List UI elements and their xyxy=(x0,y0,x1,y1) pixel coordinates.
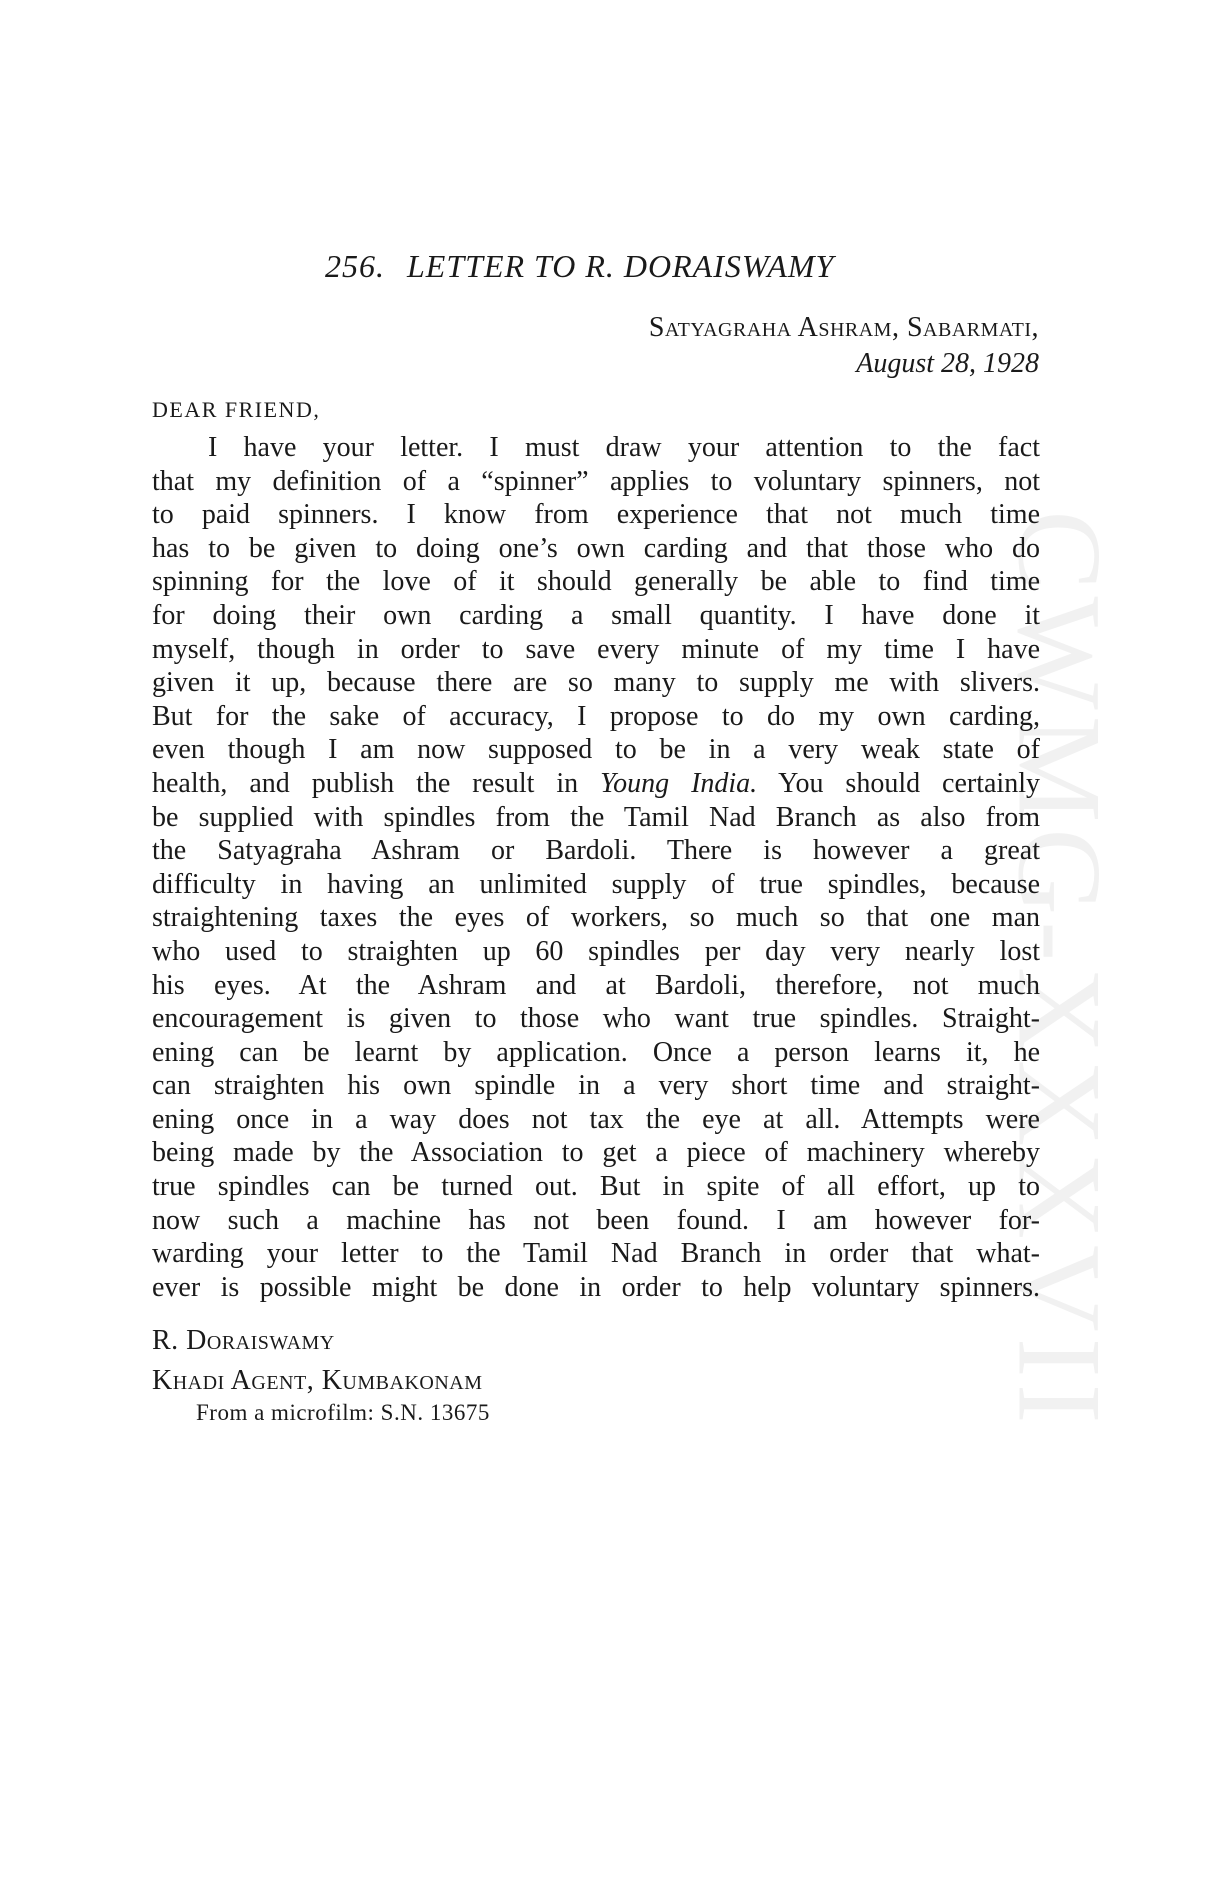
document-number: 256. xyxy=(325,248,385,284)
body-line: now such a machine has not been found. I am however for- xyxy=(152,1204,1040,1236)
body-line-with-publication xyxy=(152,767,1040,801)
body-line: spinning for the love of it should generally be able to find time xyxy=(152,566,1040,598)
publication-title: Young India. xyxy=(600,767,758,799)
body-line: difficulty in having an unlimited supply of true spindles, because xyxy=(152,868,1040,900)
recipient-name: R. Doraiswamy xyxy=(152,1325,335,1356)
body-line: straightening taxes the eyes of workers, so much so that one man xyxy=(152,902,1040,934)
letter-date: August 28, 1928 xyxy=(856,348,1039,379)
document-title xyxy=(325,248,834,285)
body-line: for doing their own carding a small quantity. I have done it xyxy=(152,599,1040,631)
body-line: that my definition of a “spinner” applies to voluntary spinners, not xyxy=(152,465,1040,497)
source-note: From a microfilm: S.N. 13675 xyxy=(196,1400,490,1425)
body-line: encouragement is given to those who want true spindles. Straight- xyxy=(152,1003,1040,1035)
body-line: has to be given to doing one’s own carding and that those who do xyxy=(152,532,1040,564)
recipient-block xyxy=(152,1321,483,1401)
body-line: even though I am now supposed to be in a very weak state of xyxy=(152,734,1040,766)
body-line: I have your letter. I must draw your attention to the fact xyxy=(208,432,1040,463)
body-line: ever is possible might be done in order to help voluntary spinners. xyxy=(152,1271,1040,1303)
body-line: But for the sake of accuracy, I propose to do my own carding, xyxy=(152,700,1040,732)
body-line: ening once in a way does not tax the eye at all. Attempts were xyxy=(152,1103,1040,1135)
body-line: to paid spinners. I know from experience that not much time xyxy=(152,499,1040,531)
salutation: DEAR FRIEND, xyxy=(152,397,321,422)
letter-body xyxy=(152,431,1040,1304)
body-line: being made by the Association to get a piece of machinery whereby xyxy=(152,1137,1040,1169)
body-line: ening can be learnt by application. Once a person learns it, he xyxy=(152,1036,1040,1068)
body-line: the Satyagraha Ashram or Bardoli. There is however a great xyxy=(152,835,1040,867)
body-line: his eyes. At the Ashram and at Bardoli, therefore, not much xyxy=(152,969,1040,1001)
body-line: warding your letter to the Tamil Nad Branch in order that what- xyxy=(152,1238,1040,1270)
body-line: given it up, because there are so many to supply me with slivers. xyxy=(152,667,1040,699)
document-title-text: LETTER TO R. DORAISWAMY xyxy=(407,248,835,284)
letter-place: Satyagraha Ashram, Sabarmati, xyxy=(648,312,1039,343)
body-line: myself, though in order to save every minute of my time I have xyxy=(152,633,1040,665)
body-line: who used to straighten up 60 spindles per day very nearly lost xyxy=(152,935,1040,967)
body-line-part: You should certainly xyxy=(778,767,1040,799)
recipient-designation: Khadi Agent, Kumbakonam xyxy=(152,1365,483,1396)
body-line-part: health, and publish the result in xyxy=(152,767,579,799)
body-line: can straighten his own spindle in a very short time and straight- xyxy=(152,1070,1040,1102)
body-line: be supplied with spindles from the Tamil Nad Branch as also from xyxy=(152,801,1040,833)
watermark-text: CWMG-XXXVII xyxy=(994,510,1127,1430)
body-line: true spindles can be turned out. But in spite of all effort, up to xyxy=(152,1171,1040,1203)
